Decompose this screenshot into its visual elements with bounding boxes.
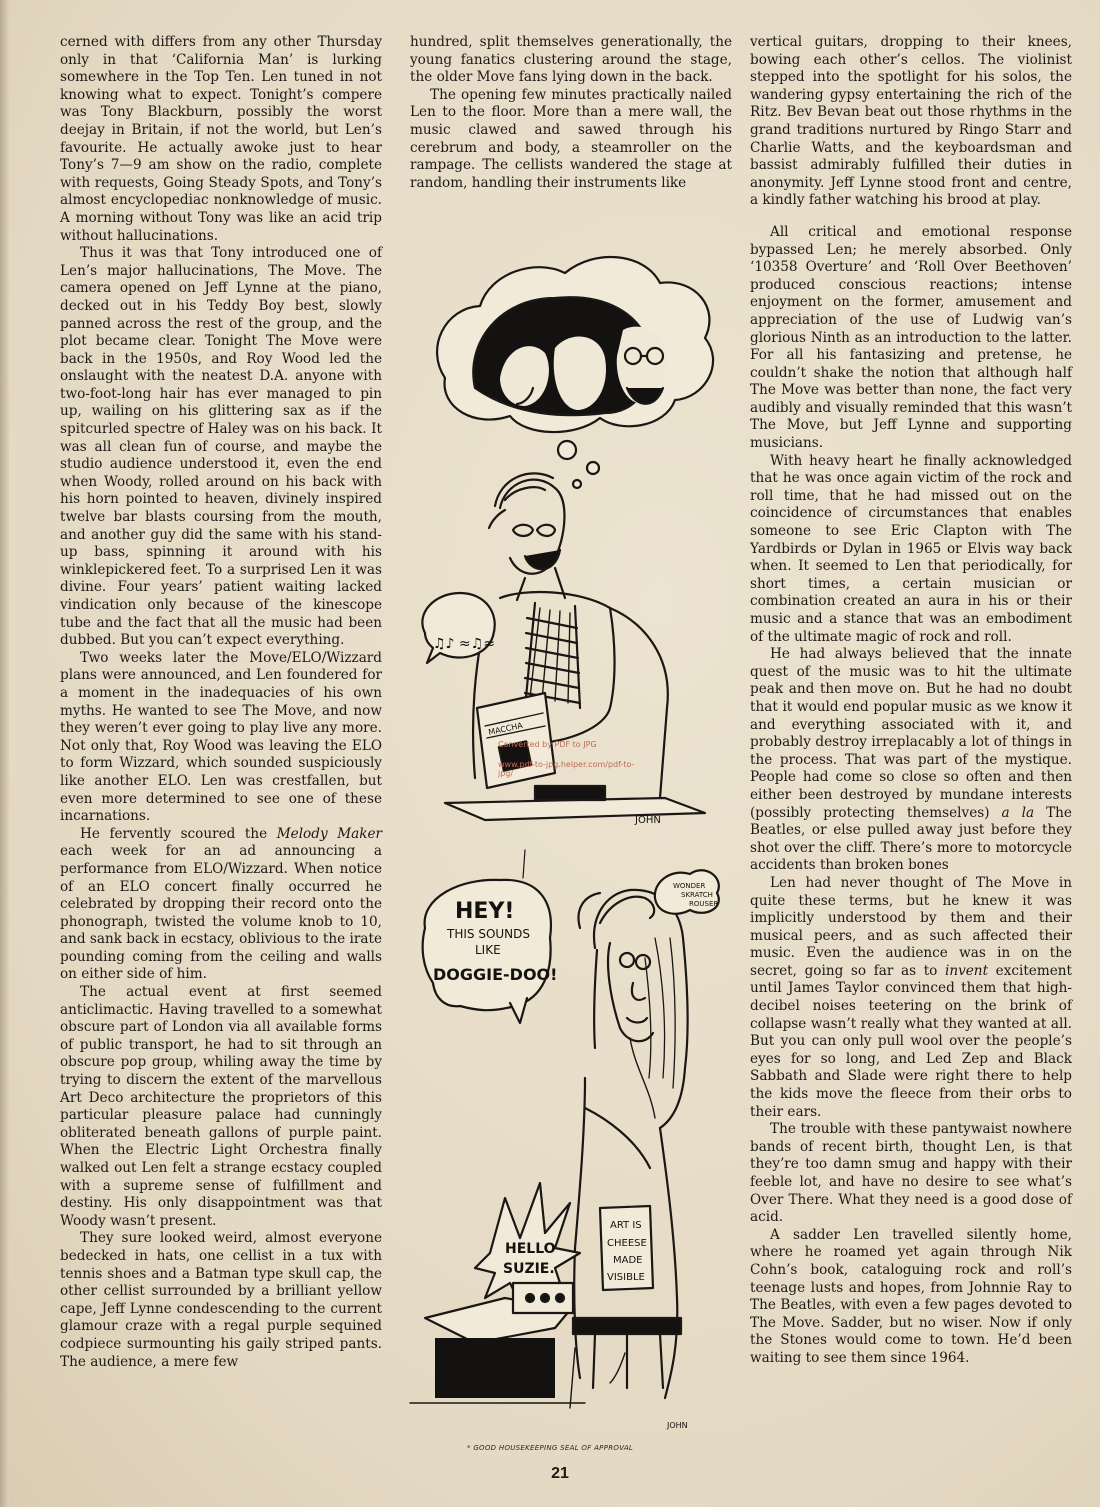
- paragraph: The opening few minutes practically nailed Len to the floor. More than a mere wall, the music clawed and sawed through his cerebrum and body, a steamroller on the rampage. The cellists wandered the stage at random, handling their instruments like: [410, 86, 732, 191]
- burst-text: HELLO: [505, 1241, 556, 1257]
- artist-signature: JOHN: [667, 1421, 688, 1430]
- record-player: [410, 1283, 585, 1408]
- emphasis: a la: [1001, 804, 1035, 821]
- shirt-text: VISIBLE: [607, 1272, 645, 1283]
- divider-mark: [523, 850, 525, 878]
- thought-text: SKRATCH: [681, 891, 713, 899]
- paragraph: They sure looked weird, almost everyone bedecked in hats, one cellist in a tux with tennis shoes and a Batman type skull cap, the other cellist surrounded by a brilliant yellow cape, Jeff Lynne condescending to the current glamour craze with a regal purple sequined codpiece surmounting his gaily striped pants. The audience, a mere few: [60, 1230, 382, 1370]
- paragraph: The trouble with these pantywaist nowhere bands of recent birth, thought Len, is that they’re too damn smug and happy with their feeble lot, and have no desire to see what’s Over There. What they need is a good dose of acid.: [750, 1121, 1072, 1226]
- speech-text: LIKE: [475, 943, 501, 957]
- speech-text: THIS SOUNDS: [447, 927, 531, 941]
- page-number: 21: [551, 1465, 569, 1482]
- paragraph: The actual event at first seemed anticlimactic. Having travelled to a somewhat obscure part of London via all available forms of public transport, he had to sit through an obscure pop group, whiling away the time by trying to discern the extent of the marvellous Art Deco architecture the proprietors of this particular pleasure palace had cunningly obliterated beneath gallons of purple paint. When the Electric Light Orchestra finally walked out Len felt a strange ecstacy coupled with a supreme sense of fulfillment and destiny. His only disappointment was that Woody wasn’t present.: [60, 984, 382, 1229]
- watermark-text: Converted by PDF to JPG: [498, 740, 597, 749]
- speech-text-hey: HEY!: [455, 899, 515, 924]
- paragraph: He fervently scoured the Melody Maker each week for an ad announcing a performance from ELO/Wizzard. When notice of an ELO concert finally occurred he celebrated by dropping their record onto the phonograph, twisted the volume knob to 10, and sank back in ecstacy, oblivious to the irate pounding coming from the ceiling and walls on either side of him.: [60, 825, 382, 983]
- paragraph: Len had never thought of The Move in quite these terms, but he knew it was implicitly understood by them and their musical peers, and as such affected their music. Even the audience was in on the secret, going so far as to invent excitement until James Taylor convinced them that high-decibel noises teetering on the brink of collapse wasn’t really what they wanted at all. But you can only pull wool over the people’s eyes for so long, and Led Zep and Black Sabbath and Slade were right there to help the kids move the fleece from their orbs to their ears.: [750, 874, 1072, 1120]
- page-binding-edge: [0, 0, 9, 1507]
- article-column-1: [60, 34, 382, 1371]
- shirt-text: MADE: [613, 1255, 643, 1266]
- long-haired-listener-figure: [573, 890, 688, 1398]
- paragraph: Two weeks later the Move/ELO/Wizzard plans were announced, and Len foundered for a moment in the inadequacies of his own myths. He wanted to see The Move, and now they weren’t ever going to play live any more. Not only that, Roy Wood was leaving the ELO to form Wizzard, which sounded suspiciously like another ELO. Len was crestfallen, but even more determined to see one of these incarnations.: [60, 649, 382, 825]
- illustration-caption: * GOOD HOUSEKEEPING SEAL OF APPROVAL: [467, 1444, 634, 1452]
- paragraph: hundred, split themselves generationally, the young fanatics clustering around the stage, the older Move fans lying down in the back.: [410, 34, 732, 86]
- paragraph: All critical and emotional response bypassed Len; he merely absorbed. Only ‘10358 Overture’ and ‘Roll Over Beethoven’ produced conscious reactions; intense enjoyment on the former, amusement and appreciation of the use of Ludwig van’s glorious Ninth as an introduction to the latter. For all his fantasizing and pretense, he couldn’t shake the notion that although half The Move was better than none, the fact very audibly and visually reminded that this wasn’t The Move, but Jeff Lynne and supporting musicians.: [750, 223, 1072, 452]
- record-label-text: MACCHA: [487, 720, 524, 737]
- paragraph: He had always believed that the innate quest of the music was to hit the ultimate peak and then move on. But he had no doubt that it would end popular music as we know it and everything associated with it, and probably destroy irreplacably a lot of things in the process. That was part of the mystique. People had come so close so often and then either been destroyed by mundane interests (possibly protecting themselves) a la The Beatles, or else pulled away just before they shot over the cliff. There’s more to motorcycle accidents than broken bones: [750, 646, 1072, 874]
- emphasis: invent: [944, 962, 989, 979]
- paragraph: Thus it was that Tony introduced one of Len’s major hallucinations, The Move. The camera opened on Jeff Lynne at the piano, decked out in his Teddy Boy best, slowly panned across the rest of the group, and the plot became clear. Tonight The Move were back in the 1950s, and Roy Wood led the onslaught with the neatest D.A. anyone with two-foot-long hair has ever managed to pin up, wailing on his glittering sax as if the spitcurled spectre of Haley was on his back. It was all clean fun of course, and maybe the studio audience understood it, even the end when Woody, rolled around on his back with his horn pointed to heaven, divinely inspired twelve bar blasts coursing from the mouth, and another guy did the same with his stand-up bass, spinning it around with his winklepickered feet. To a surprised Len it was divine. Four years’ patient waiting lacked vindication only because of the kinescope tube and the fact that all the music had been dubbed. But you can’t expect everything.: [60, 245, 382, 649]
- watermark-text: www.pdf-to-jpg.helper.com/pdf-to-jpg/: [498, 760, 635, 778]
- thought-text: ROUSER: [689, 900, 719, 908]
- article-column-2: [410, 34, 732, 192]
- shirt-text: CHEESE: [607, 1238, 647, 1249]
- thought-trail-dot: [573, 480, 581, 488]
- thought-trail-dot: [558, 441, 576, 459]
- music-note-bubble: [422, 593, 494, 663]
- note-glyphs: ♫♪ ≈♫≈: [433, 636, 495, 652]
- paragraph: vertical guitars, dropping to their knees, bowing each other’s cellos. The violinist stepped into the spotlight for his solos, the wandering gypsy entertaining the rich of the Ritz. Bev Bevan beat out those rhythms in the grand traditions nurtured by Ringo Starr and Charlie Watts, and the keyboardsman and bassist admirably fulfilled their duties in anonymity. Jeff Lynne stood front and centre, a kindly father watching his brood at play.: [750, 34, 1072, 209]
- article-column-3: [750, 34, 1072, 1368]
- paragraph: cerned with differs from any other Thursday only in that ‘California Man’ is lurking somewhere in the Top Ten. Len tuned in not knowing what to expect. Tonight’s compere was Tony Blackburn, possibly the worst deejay in Britain, if not the world, but Len’s favourite. He actually awoke just to hear Tony’s 7—9 am show on the radio, complete with requests, Going Steady Spots, and Tony’s almost encyclopediac nonknowledge of music. A morning without Tony was like an acid trip without hallucinations.: [60, 34, 382, 244]
- paragraph: With heavy heart he finally acknowledged that he was once again victim of the rock and roll time, that he had missed out on the coincidence of circumstances that enables someone to see Eric Clapton with The Yardbirds or Dylan in 1965 or Elvis way back when. It seemed to Len that periodically, for short times, a certain musician or combination created an aura in his or their music and a stance that was an embodiment of the ultimate magic of rock and roll.: [750, 452, 1072, 645]
- publication-title: Melody Maker: [276, 825, 382, 842]
- thought-trail-dot: [587, 462, 599, 474]
- shirt-text: ART IS: [610, 1220, 642, 1231]
- thought-text: WONDER: [673, 882, 706, 890]
- artist-signature: JOHN: [635, 815, 661, 826]
- speech-text-doggie: DOGGIE-DOO!: [433, 965, 558, 984]
- cartoon-illustration: [405, 238, 740, 1438]
- paragraph: A sadder Len travelled silently home, where he roamed yet again through Nik Cohn’s book, cataloguing rock and roll’s teenage lusts and hopes, from Johnnie Ray to The Beatles, with even a few pages devoted to The Move. Sadder, but no wiser. Now if only the Stones would come to town. He’d been waiting to see them since 1964.: [750, 1226, 1072, 1366]
- burst-text: SUZIE.: [503, 1261, 555, 1277]
